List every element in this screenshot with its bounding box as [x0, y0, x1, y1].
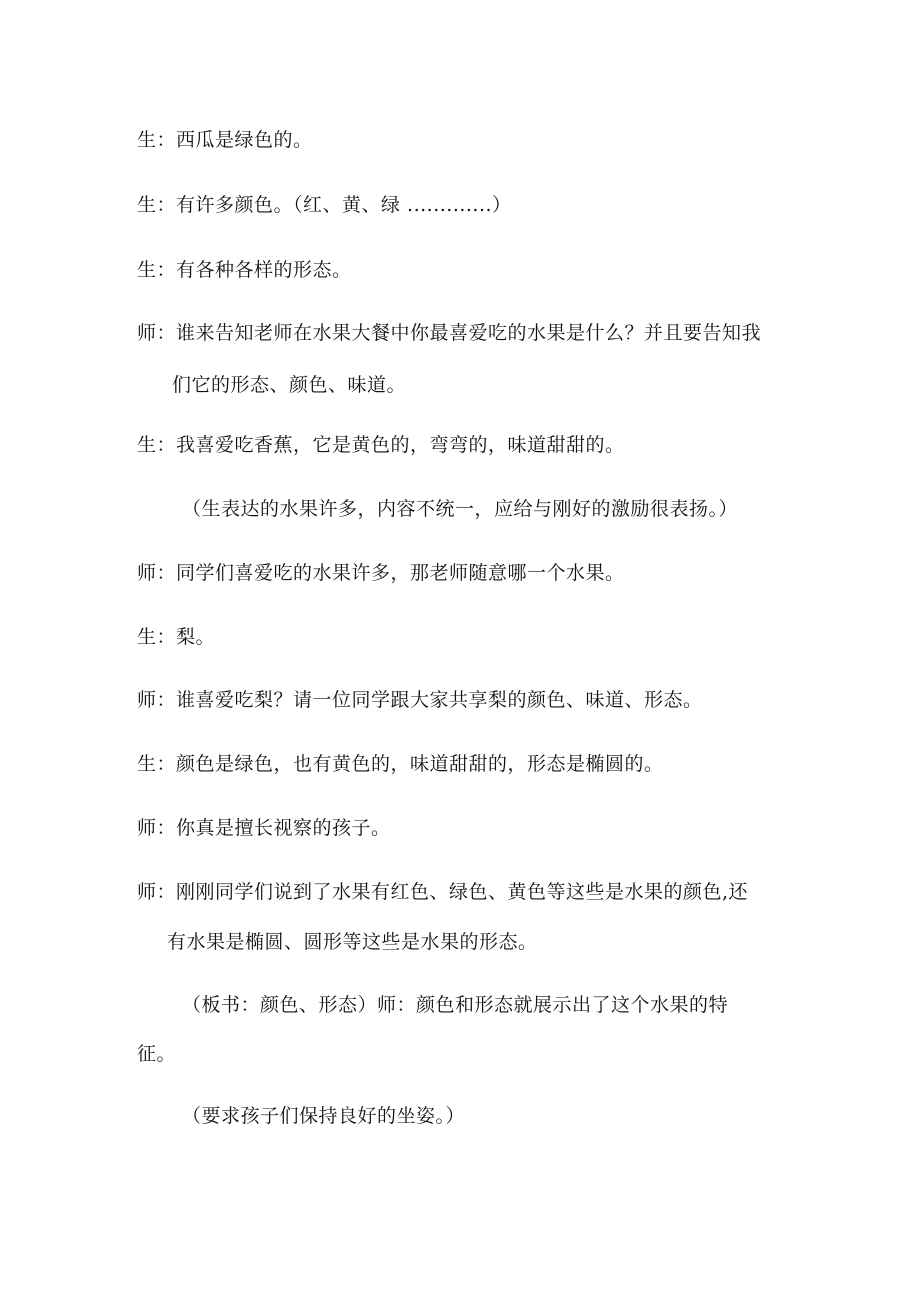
dialogue-line-9: 生：颜色是绿色，也有黄色的，味道甜甜的，形态是椭圆的。	[137, 753, 664, 775]
dialogue-line-7: 生：梨。	[137, 626, 216, 648]
dialogue-line-11: 师：刚刚同学们说到了水果有红色、绿色、黄色等这些是水果的颜色,还	[137, 881, 749, 903]
dialogue-line-11-continued: 有水果是椭圆、圆形等这些是水果的形态。	[167, 931, 538, 953]
dialogue-line-4: 师：谁来告知老师在水果大餐中你最喜爱吃的水果是什么？并且要告知我	[137, 322, 762, 344]
blackboard-note-continued: 征。	[137, 1043, 177, 1065]
dialogue-line-8: 师：谁喜爱吃梨？请一位同学跟大家共享梨的颜色、味道、形态。	[137, 689, 703, 711]
teaching-note-2: （要求孩子们保持良好的坐姿。）	[182, 1105, 466, 1127]
dialogue-line-5: 生：我喜爱吃香蕉，它是黄色的，弯弯的，味道甜甜的。	[137, 434, 625, 456]
blackboard-note: （板书：颜色、形态）师：颜色和形态就展示出了这个水果的特	[182, 994, 729, 1016]
dialogue-line-3: 生：有各种各样的形态。	[137, 259, 352, 281]
dialogue-line-1: 生：西瓜是绿色的。	[137, 129, 313, 151]
dialogue-line-10: 师：你真是擅长视察的孩子。	[137, 817, 391, 839]
dialogue-line-4-continued: 们它的形态、颜色、味道。	[172, 374, 407, 396]
teaching-note-1: （生表达的水果许多，内容不统一，应给与刚好的激励很表扬。）	[182, 498, 739, 520]
dialogue-line-2: 生：有许多颜色。（红、黄、绿 .............）	[137, 194, 512, 216]
dialogue-line-6: 师：同学们喜爱吃的水果许多，那老师随意哪一个水果。	[137, 562, 625, 584]
